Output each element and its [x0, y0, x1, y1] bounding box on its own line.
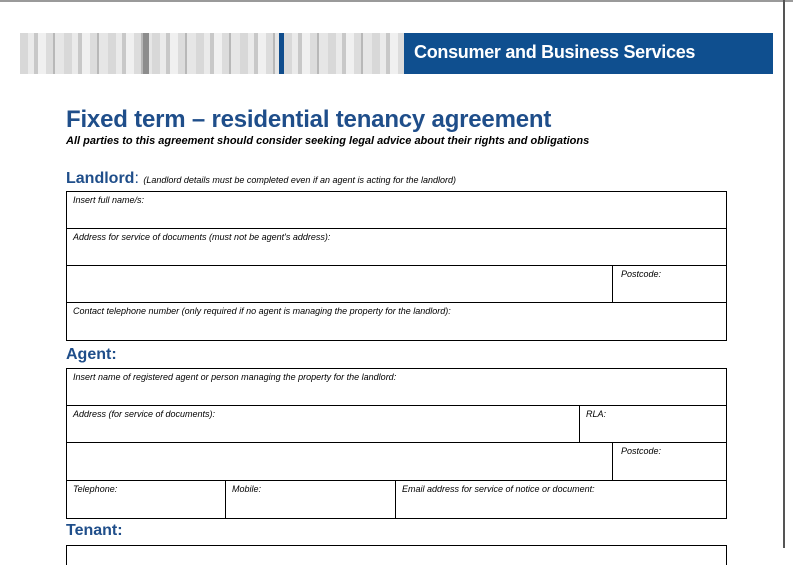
tenant-heading: Tenant:	[66, 522, 123, 539]
landlord-heading-label: Landlord	[66, 170, 135, 187]
tenant-table[interactable]	[66, 545, 727, 565]
agent-address-field[interactable]: Address (for service of documents):	[67, 406, 580, 442]
header-stripe-dark	[143, 33, 149, 74]
landlord-address-line2-field[interactable]	[67, 266, 613, 302]
document-subtitle: All parties to this agreement should consider seeking legal advice about their rights and obligations	[66, 135, 590, 147]
landlord-table	[66, 191, 727, 341]
header-stripe-blue	[279, 33, 284, 74]
landlord-phone-field[interactable]: Contact telephone number (only required if no agent is managing the property for the landlord):	[73, 306, 451, 316]
landlord-address-field[interactable]: Address for service of documents (must not be agent's address):	[73, 232, 331, 242]
agent-telephone-field[interactable]: Telephone:	[67, 481, 226, 518]
agent-email-field[interactable]: Email address for service of notice or document:	[402, 484, 595, 494]
window-top-border	[0, 0, 793, 2]
page-right-edge	[783, 0, 785, 548]
landlord-name-field[interactable]: Insert full name/s:	[73, 195, 145, 205]
agent-mobile-field[interactable]: Mobile:	[226, 481, 396, 518]
landlord-note: (Landlord details must be completed even if an agent is acting for the landlord)	[143, 175, 457, 185]
agent-postcode-field[interactable]: Postcode:	[621, 446, 662, 456]
agent-table	[66, 368, 727, 519]
agent-name-field[interactable]: Insert name of registered agent or person managing the property for the landlord:	[73, 372, 397, 382]
agent-rla-field[interactable]: RLA:	[586, 409, 607, 419]
landlord-heading-colon: :	[134, 170, 139, 187]
landlord-heading	[66, 170, 456, 188]
document-title: Fixed term – residential tenancy agreement	[66, 106, 552, 133]
agent-address-line2-field[interactable]	[67, 443, 613, 480]
brand-banner: Consumer and Business Services	[404, 33, 773, 74]
header-stripes-decoration	[20, 33, 404, 74]
landlord-postcode-field[interactable]: Postcode:	[621, 269, 662, 279]
agent-heading: Agent:	[66, 346, 117, 363]
